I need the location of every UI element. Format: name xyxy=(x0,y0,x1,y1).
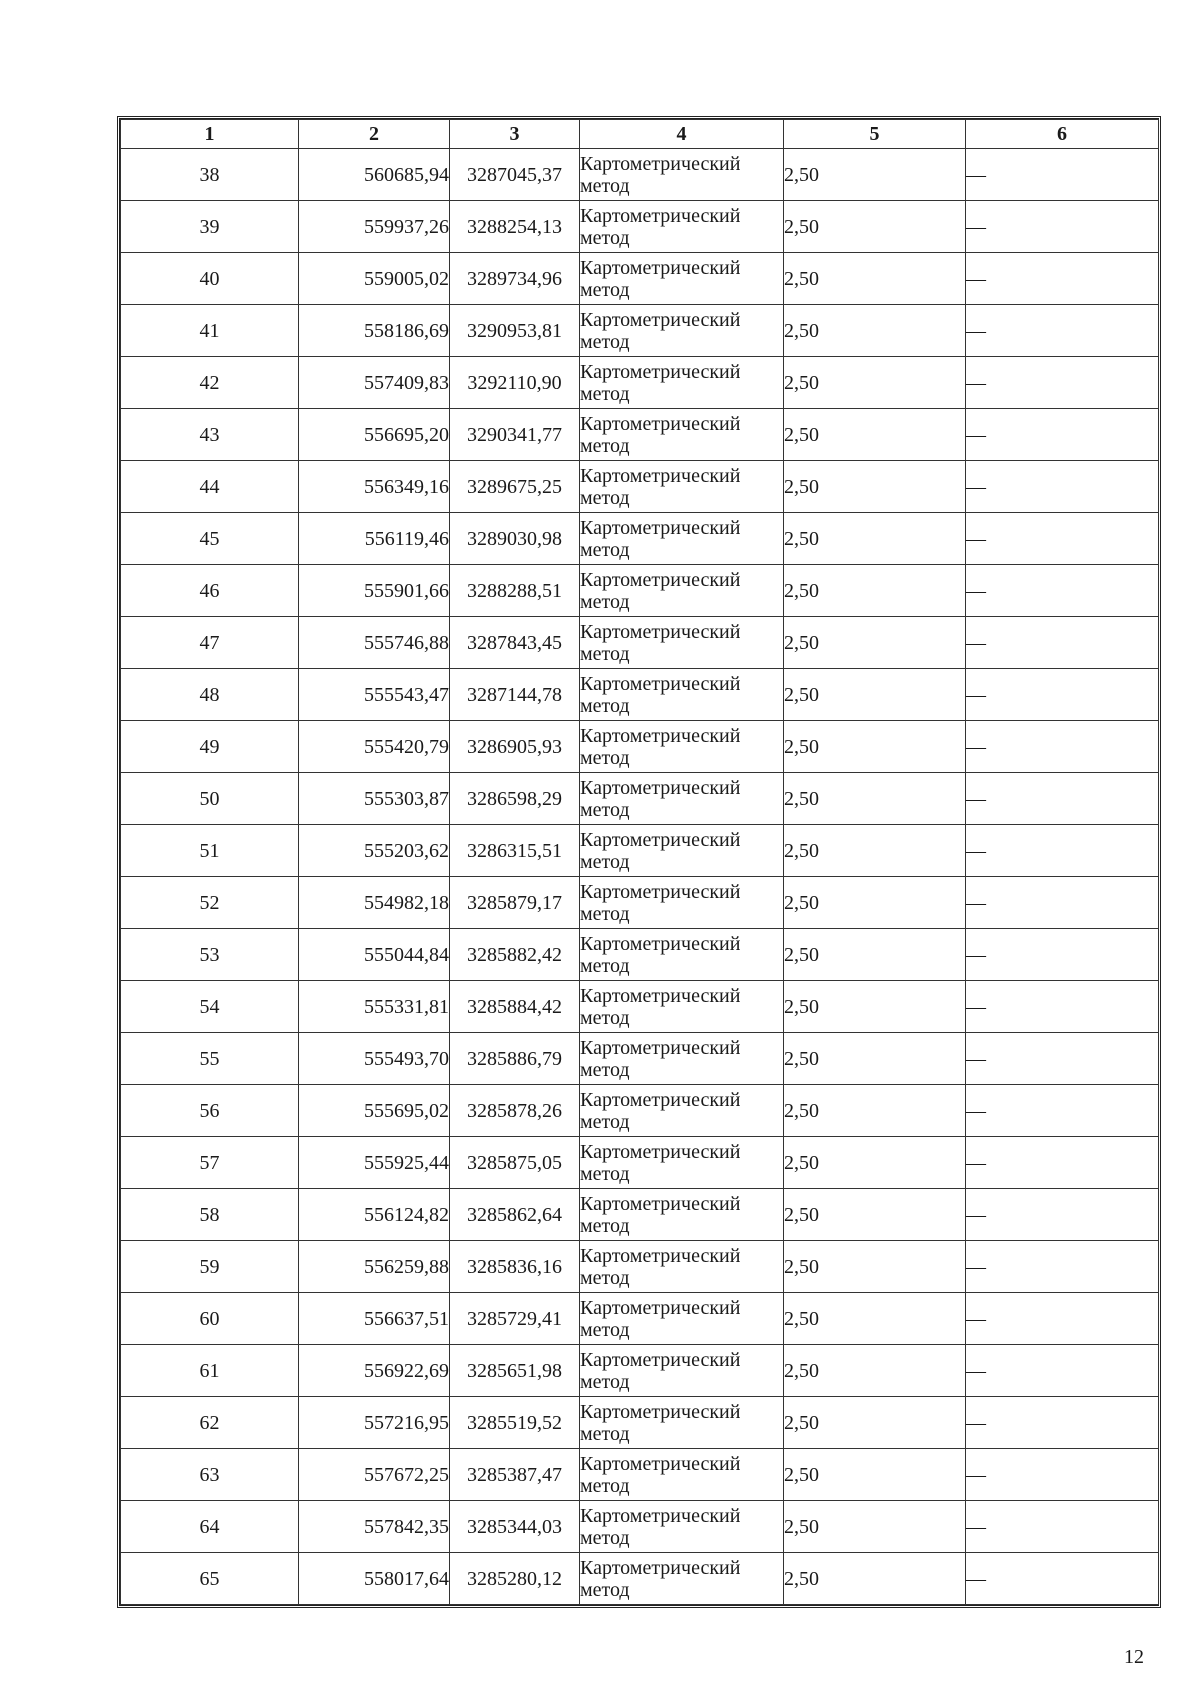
method-cell xyxy=(580,617,784,669)
table-row xyxy=(121,1033,1159,1085)
y-coordinate-cell: 3285882,42 xyxy=(450,929,580,981)
description-cell: — xyxy=(966,929,1159,981)
method-line-2: метод xyxy=(580,1526,630,1549)
point-number-cell: 59 xyxy=(121,1241,299,1293)
description-cell: — xyxy=(966,1293,1159,1345)
table-header-row xyxy=(121,120,1159,149)
table-row xyxy=(121,981,1159,1033)
column-header: 3 xyxy=(450,120,580,149)
description-cell: — xyxy=(966,1345,1159,1397)
method-line-2: метод xyxy=(580,850,630,873)
x-coordinate-cell: 554982,18 xyxy=(299,877,450,929)
description-cell: — xyxy=(966,1501,1159,1553)
description-cell: — xyxy=(966,513,1159,565)
method-line-2: метод xyxy=(580,1578,630,1601)
coordinates-table-frame xyxy=(117,116,1161,1608)
method-line-1: Картометрический xyxy=(580,672,741,695)
accuracy-cell: 2,50 xyxy=(784,1033,966,1085)
table-row xyxy=(121,1553,1159,1605)
y-coordinate-cell: 3285387,47 xyxy=(450,1449,580,1501)
point-number-cell: 54 xyxy=(121,981,299,1033)
point-number-cell: 62 xyxy=(121,1397,299,1449)
y-coordinate-cell: 3286905,93 xyxy=(450,721,580,773)
y-coordinate-cell: 3285886,79 xyxy=(450,1033,580,1085)
method-line-1: Картометрический xyxy=(580,204,741,227)
method-line-2: метод xyxy=(580,798,630,821)
description-cell: — xyxy=(966,149,1159,201)
x-coordinate-cell: 556349,16 xyxy=(299,461,450,513)
accuracy-cell: 2,50 xyxy=(784,669,966,721)
accuracy-cell: 2,50 xyxy=(784,1501,966,1553)
method-line-2: метод xyxy=(580,902,630,925)
x-coordinate-cell: 555044,84 xyxy=(299,929,450,981)
method-line-2: метод xyxy=(580,174,630,197)
method-cell xyxy=(580,1553,784,1605)
method-line-1: Картометрический xyxy=(580,1556,741,1579)
description-cell: — xyxy=(966,253,1159,305)
point-number-cell: 63 xyxy=(121,1449,299,1501)
method-cell xyxy=(580,825,784,877)
method-cell xyxy=(580,877,784,929)
accuracy-cell: 2,50 xyxy=(784,1241,966,1293)
accuracy-cell: 2,50 xyxy=(784,513,966,565)
accuracy-cell: 2,50 xyxy=(784,201,966,253)
x-coordinate-cell: 555925,44 xyxy=(299,1137,450,1189)
table-row xyxy=(121,1085,1159,1137)
description-cell: — xyxy=(966,1553,1159,1605)
point-number-cell: 64 xyxy=(121,1501,299,1553)
table-row xyxy=(121,1293,1159,1345)
y-coordinate-cell: 3287144,78 xyxy=(450,669,580,721)
table-row xyxy=(121,669,1159,721)
table-row xyxy=(121,1501,1159,1553)
method-line-1: Картометрический xyxy=(580,828,741,851)
y-coordinate-cell: 3285519,52 xyxy=(450,1397,580,1449)
method-line-1: Картометрический xyxy=(580,1192,741,1215)
point-number-cell: 48 xyxy=(121,669,299,721)
method-line-1: Картометрический xyxy=(580,1452,741,1475)
accuracy-cell: 2,50 xyxy=(784,253,966,305)
method-line-2: метод xyxy=(580,954,630,977)
description-cell: — xyxy=(966,1085,1159,1137)
accuracy-cell: 2,50 xyxy=(784,305,966,357)
y-coordinate-cell: 3285879,17 xyxy=(450,877,580,929)
method-line-2: метод xyxy=(580,1266,630,1289)
column-header: 2 xyxy=(299,120,450,149)
table-row xyxy=(121,1345,1159,1397)
method-cell xyxy=(580,669,784,721)
accuracy-cell: 2,50 xyxy=(784,773,966,825)
method-line-1: Картометрический xyxy=(580,308,741,331)
x-coordinate-cell: 557409,83 xyxy=(299,357,450,409)
method-cell xyxy=(580,1449,784,1501)
y-coordinate-cell: 3289675,25 xyxy=(450,461,580,513)
method-line-1: Картометрический xyxy=(580,360,741,383)
table-body xyxy=(121,149,1159,1605)
accuracy-cell: 2,50 xyxy=(784,1189,966,1241)
description-cell: — xyxy=(966,1033,1159,1085)
y-coordinate-cell: 3287843,45 xyxy=(450,617,580,669)
table-row xyxy=(121,357,1159,409)
method-cell xyxy=(580,149,784,201)
y-coordinate-cell: 3286315,51 xyxy=(450,825,580,877)
point-number-cell: 43 xyxy=(121,409,299,461)
table-row xyxy=(121,305,1159,357)
accuracy-cell: 2,50 xyxy=(784,825,966,877)
description-cell: — xyxy=(966,617,1159,669)
method-line-2: метод xyxy=(580,590,630,613)
y-coordinate-cell: 3288254,13 xyxy=(450,201,580,253)
method-line-1: Картометрический xyxy=(580,932,741,955)
x-coordinate-cell: 556922,69 xyxy=(299,1345,450,1397)
x-coordinate-cell: 557672,25 xyxy=(299,1449,450,1501)
method-cell xyxy=(580,1397,784,1449)
point-number-cell: 57 xyxy=(121,1137,299,1189)
method-line-2: метод xyxy=(580,1058,630,1081)
point-number-cell: 44 xyxy=(121,461,299,513)
point-number-cell: 42 xyxy=(121,357,299,409)
x-coordinate-cell: 556119,46 xyxy=(299,513,450,565)
y-coordinate-cell: 3287045,37 xyxy=(450,149,580,201)
method-cell xyxy=(580,1501,784,1553)
method-line-2: метод xyxy=(580,226,630,249)
column-header: 1 xyxy=(121,120,299,149)
method-cell xyxy=(580,409,784,461)
method-line-1: Картометрический xyxy=(580,516,741,539)
table-row xyxy=(121,149,1159,201)
method-cell xyxy=(580,1137,784,1189)
x-coordinate-cell: 555493,70 xyxy=(299,1033,450,1085)
y-coordinate-cell: 3288288,51 xyxy=(450,565,580,617)
x-coordinate-cell: 558017,64 xyxy=(299,1553,450,1605)
method-line-2: метод xyxy=(580,538,630,561)
method-line-2: метод xyxy=(580,434,630,457)
method-cell xyxy=(580,201,784,253)
method-line-2: метод xyxy=(580,278,630,301)
point-number-cell: 39 xyxy=(121,201,299,253)
x-coordinate-cell: 557216,95 xyxy=(299,1397,450,1449)
point-number-cell: 38 xyxy=(121,149,299,201)
point-number-cell: 55 xyxy=(121,1033,299,1085)
method-line-1: Картометрический xyxy=(580,776,741,799)
description-cell: — xyxy=(966,201,1159,253)
y-coordinate-cell: 3289030,98 xyxy=(450,513,580,565)
method-line-1: Картометрический xyxy=(580,984,741,1007)
accuracy-cell: 2,50 xyxy=(784,877,966,929)
x-coordinate-cell: 556637,51 xyxy=(299,1293,450,1345)
y-coordinate-cell: 3285344,03 xyxy=(450,1501,580,1553)
description-cell: — xyxy=(966,773,1159,825)
column-header: 5 xyxy=(784,120,966,149)
point-number-cell: 56 xyxy=(121,1085,299,1137)
table-row xyxy=(121,1189,1159,1241)
x-coordinate-cell: 556695,20 xyxy=(299,409,450,461)
method-line-1: Картометрический xyxy=(580,568,741,591)
column-header: 6 xyxy=(966,120,1159,149)
description-cell: — xyxy=(966,409,1159,461)
method-line-2: метод xyxy=(580,1214,630,1237)
x-coordinate-cell: 555695,02 xyxy=(299,1085,450,1137)
accuracy-cell: 2,50 xyxy=(784,1397,966,1449)
description-cell: — xyxy=(966,1449,1159,1501)
x-coordinate-cell: 556124,82 xyxy=(299,1189,450,1241)
method-line-2: метод xyxy=(580,1422,630,1445)
table-row xyxy=(121,929,1159,981)
point-number-cell: 49 xyxy=(121,721,299,773)
description-cell: — xyxy=(966,565,1159,617)
method-cell xyxy=(580,461,784,513)
method-cell xyxy=(580,721,784,773)
point-number-cell: 52 xyxy=(121,877,299,929)
method-line-1: Картометрический xyxy=(580,1504,741,1527)
x-coordinate-cell: 555543,47 xyxy=(299,669,450,721)
table-row xyxy=(121,1449,1159,1501)
description-cell: — xyxy=(966,1137,1159,1189)
table-row xyxy=(121,409,1159,461)
accuracy-cell: 2,50 xyxy=(784,1293,966,1345)
method-line-2: метод xyxy=(580,1162,630,1185)
x-coordinate-cell: 560685,94 xyxy=(299,149,450,201)
description-cell: — xyxy=(966,825,1159,877)
table-row xyxy=(121,461,1159,513)
method-cell xyxy=(580,929,784,981)
method-cell xyxy=(580,1085,784,1137)
description-cell: — xyxy=(966,877,1159,929)
y-coordinate-cell: 3285862,64 xyxy=(450,1189,580,1241)
accuracy-cell: 2,50 xyxy=(784,1137,966,1189)
method-cell xyxy=(580,357,784,409)
method-line-2: метод xyxy=(580,1474,630,1497)
description-cell: — xyxy=(966,721,1159,773)
accuracy-cell: 2,50 xyxy=(784,1553,966,1605)
point-number-cell: 65 xyxy=(121,1553,299,1605)
table-row xyxy=(121,1397,1159,1449)
x-coordinate-cell: 556259,88 xyxy=(299,1241,450,1293)
x-coordinate-cell: 559005,02 xyxy=(299,253,450,305)
column-header: 4 xyxy=(580,120,784,149)
table-row xyxy=(121,617,1159,669)
point-number-cell: 60 xyxy=(121,1293,299,1345)
method-line-1: Картометрический xyxy=(580,464,741,487)
method-line-1: Картометрический xyxy=(580,1244,741,1267)
description-cell: — xyxy=(966,981,1159,1033)
table-row xyxy=(121,513,1159,565)
method-line-1: Картометрический xyxy=(580,1348,741,1371)
y-coordinate-cell: 3292110,90 xyxy=(450,357,580,409)
description-cell: — xyxy=(966,669,1159,721)
x-coordinate-cell: 557842,35 xyxy=(299,1501,450,1553)
y-coordinate-cell: 3285729,41 xyxy=(450,1293,580,1345)
description-cell: — xyxy=(966,1189,1159,1241)
table-row xyxy=(121,1137,1159,1189)
y-coordinate-cell: 3285836,16 xyxy=(450,1241,580,1293)
accuracy-cell: 2,50 xyxy=(784,1345,966,1397)
coordinates-table xyxy=(120,119,1159,1605)
y-coordinate-cell: 3286598,29 xyxy=(450,773,580,825)
description-cell: — xyxy=(966,305,1159,357)
method-line-1: Картометрический xyxy=(580,880,741,903)
method-cell xyxy=(580,565,784,617)
y-coordinate-cell: 3289734,96 xyxy=(450,253,580,305)
x-coordinate-cell: 555303,87 xyxy=(299,773,450,825)
x-coordinate-cell: 555746,88 xyxy=(299,617,450,669)
description-cell: — xyxy=(966,1397,1159,1449)
method-line-2: метод xyxy=(580,746,630,769)
method-line-1: Картометрический xyxy=(580,1088,741,1111)
point-number-cell: 53 xyxy=(121,929,299,981)
accuracy-cell: 2,50 xyxy=(784,1449,966,1501)
point-number-cell: 61 xyxy=(121,1345,299,1397)
method-line-2: метод xyxy=(580,382,630,405)
table-row xyxy=(121,1241,1159,1293)
accuracy-cell: 2,50 xyxy=(784,565,966,617)
description-cell: — xyxy=(966,357,1159,409)
method-line-2: метод xyxy=(580,1318,630,1341)
x-coordinate-cell: 555203,62 xyxy=(299,825,450,877)
y-coordinate-cell: 3290341,77 xyxy=(450,409,580,461)
method-line-1: Картометрический xyxy=(580,1036,741,1059)
point-number-cell: 51 xyxy=(121,825,299,877)
method-cell xyxy=(580,773,784,825)
method-line-2: метод xyxy=(580,694,630,717)
method-line-2: метод xyxy=(580,1110,630,1133)
method-cell xyxy=(580,253,784,305)
description-cell: — xyxy=(966,461,1159,513)
method-line-2: метод xyxy=(580,642,630,665)
x-coordinate-cell: 555420,79 xyxy=(299,721,450,773)
method-line-1: Картометрический xyxy=(580,1400,741,1423)
method-line-1: Картометрический xyxy=(580,724,741,747)
method-line-2: метод xyxy=(580,486,630,509)
y-coordinate-cell: 3285651,98 xyxy=(450,1345,580,1397)
point-number-cell: 58 xyxy=(121,1189,299,1241)
accuracy-cell: 2,50 xyxy=(784,409,966,461)
accuracy-cell: 2,50 xyxy=(784,981,966,1033)
method-cell xyxy=(580,513,784,565)
table-row xyxy=(121,201,1159,253)
method-line-2: метод xyxy=(580,1006,630,1029)
point-number-cell: 50 xyxy=(121,773,299,825)
method-cell xyxy=(580,1293,784,1345)
table-row xyxy=(121,877,1159,929)
accuracy-cell: 2,50 xyxy=(784,617,966,669)
method-cell xyxy=(580,1189,784,1241)
method-line-2: метод xyxy=(580,330,630,353)
point-number-cell: 46 xyxy=(121,565,299,617)
table-row xyxy=(121,253,1159,305)
method-cell xyxy=(580,1033,784,1085)
method-line-1: Картометрический xyxy=(580,1140,741,1163)
x-coordinate-cell: 559937,26 xyxy=(299,201,450,253)
x-coordinate-cell: 555331,81 xyxy=(299,981,450,1033)
y-coordinate-cell: 3290953,81 xyxy=(450,305,580,357)
page-number: 12 xyxy=(1124,1646,1144,1668)
point-number-cell: 41 xyxy=(121,305,299,357)
accuracy-cell: 2,50 xyxy=(784,721,966,773)
x-coordinate-cell: 555901,66 xyxy=(299,565,450,617)
description-cell: — xyxy=(966,1241,1159,1293)
table-row xyxy=(121,773,1159,825)
y-coordinate-cell: 3285884,42 xyxy=(450,981,580,1033)
method-line-1: Картометрический xyxy=(580,256,741,279)
accuracy-cell: 2,50 xyxy=(784,1085,966,1137)
accuracy-cell: 2,50 xyxy=(784,461,966,513)
accuracy-cell: 2,50 xyxy=(784,357,966,409)
method-cell xyxy=(580,1345,784,1397)
y-coordinate-cell: 3285878,26 xyxy=(450,1085,580,1137)
table-row xyxy=(121,721,1159,773)
y-coordinate-cell: 3285280,12 xyxy=(450,1553,580,1605)
method-line-2: метод xyxy=(580,1370,630,1393)
method-cell xyxy=(580,981,784,1033)
method-line-1: Картометрический xyxy=(580,152,741,175)
method-line-1: Картометрический xyxy=(580,412,741,435)
accuracy-cell: 2,50 xyxy=(784,929,966,981)
method-line-1: Картометрический xyxy=(580,620,741,643)
method-cell xyxy=(580,1241,784,1293)
point-number-cell: 47 xyxy=(121,617,299,669)
method-line-1: Картометрический xyxy=(580,1296,741,1319)
table-row xyxy=(121,565,1159,617)
method-cell xyxy=(580,305,784,357)
table-row xyxy=(121,825,1159,877)
y-coordinate-cell: 3285875,05 xyxy=(450,1137,580,1189)
x-coordinate-cell: 558186,69 xyxy=(299,305,450,357)
accuracy-cell: 2,50 xyxy=(784,149,966,201)
point-number-cell: 40 xyxy=(121,253,299,305)
point-number-cell: 45 xyxy=(121,513,299,565)
